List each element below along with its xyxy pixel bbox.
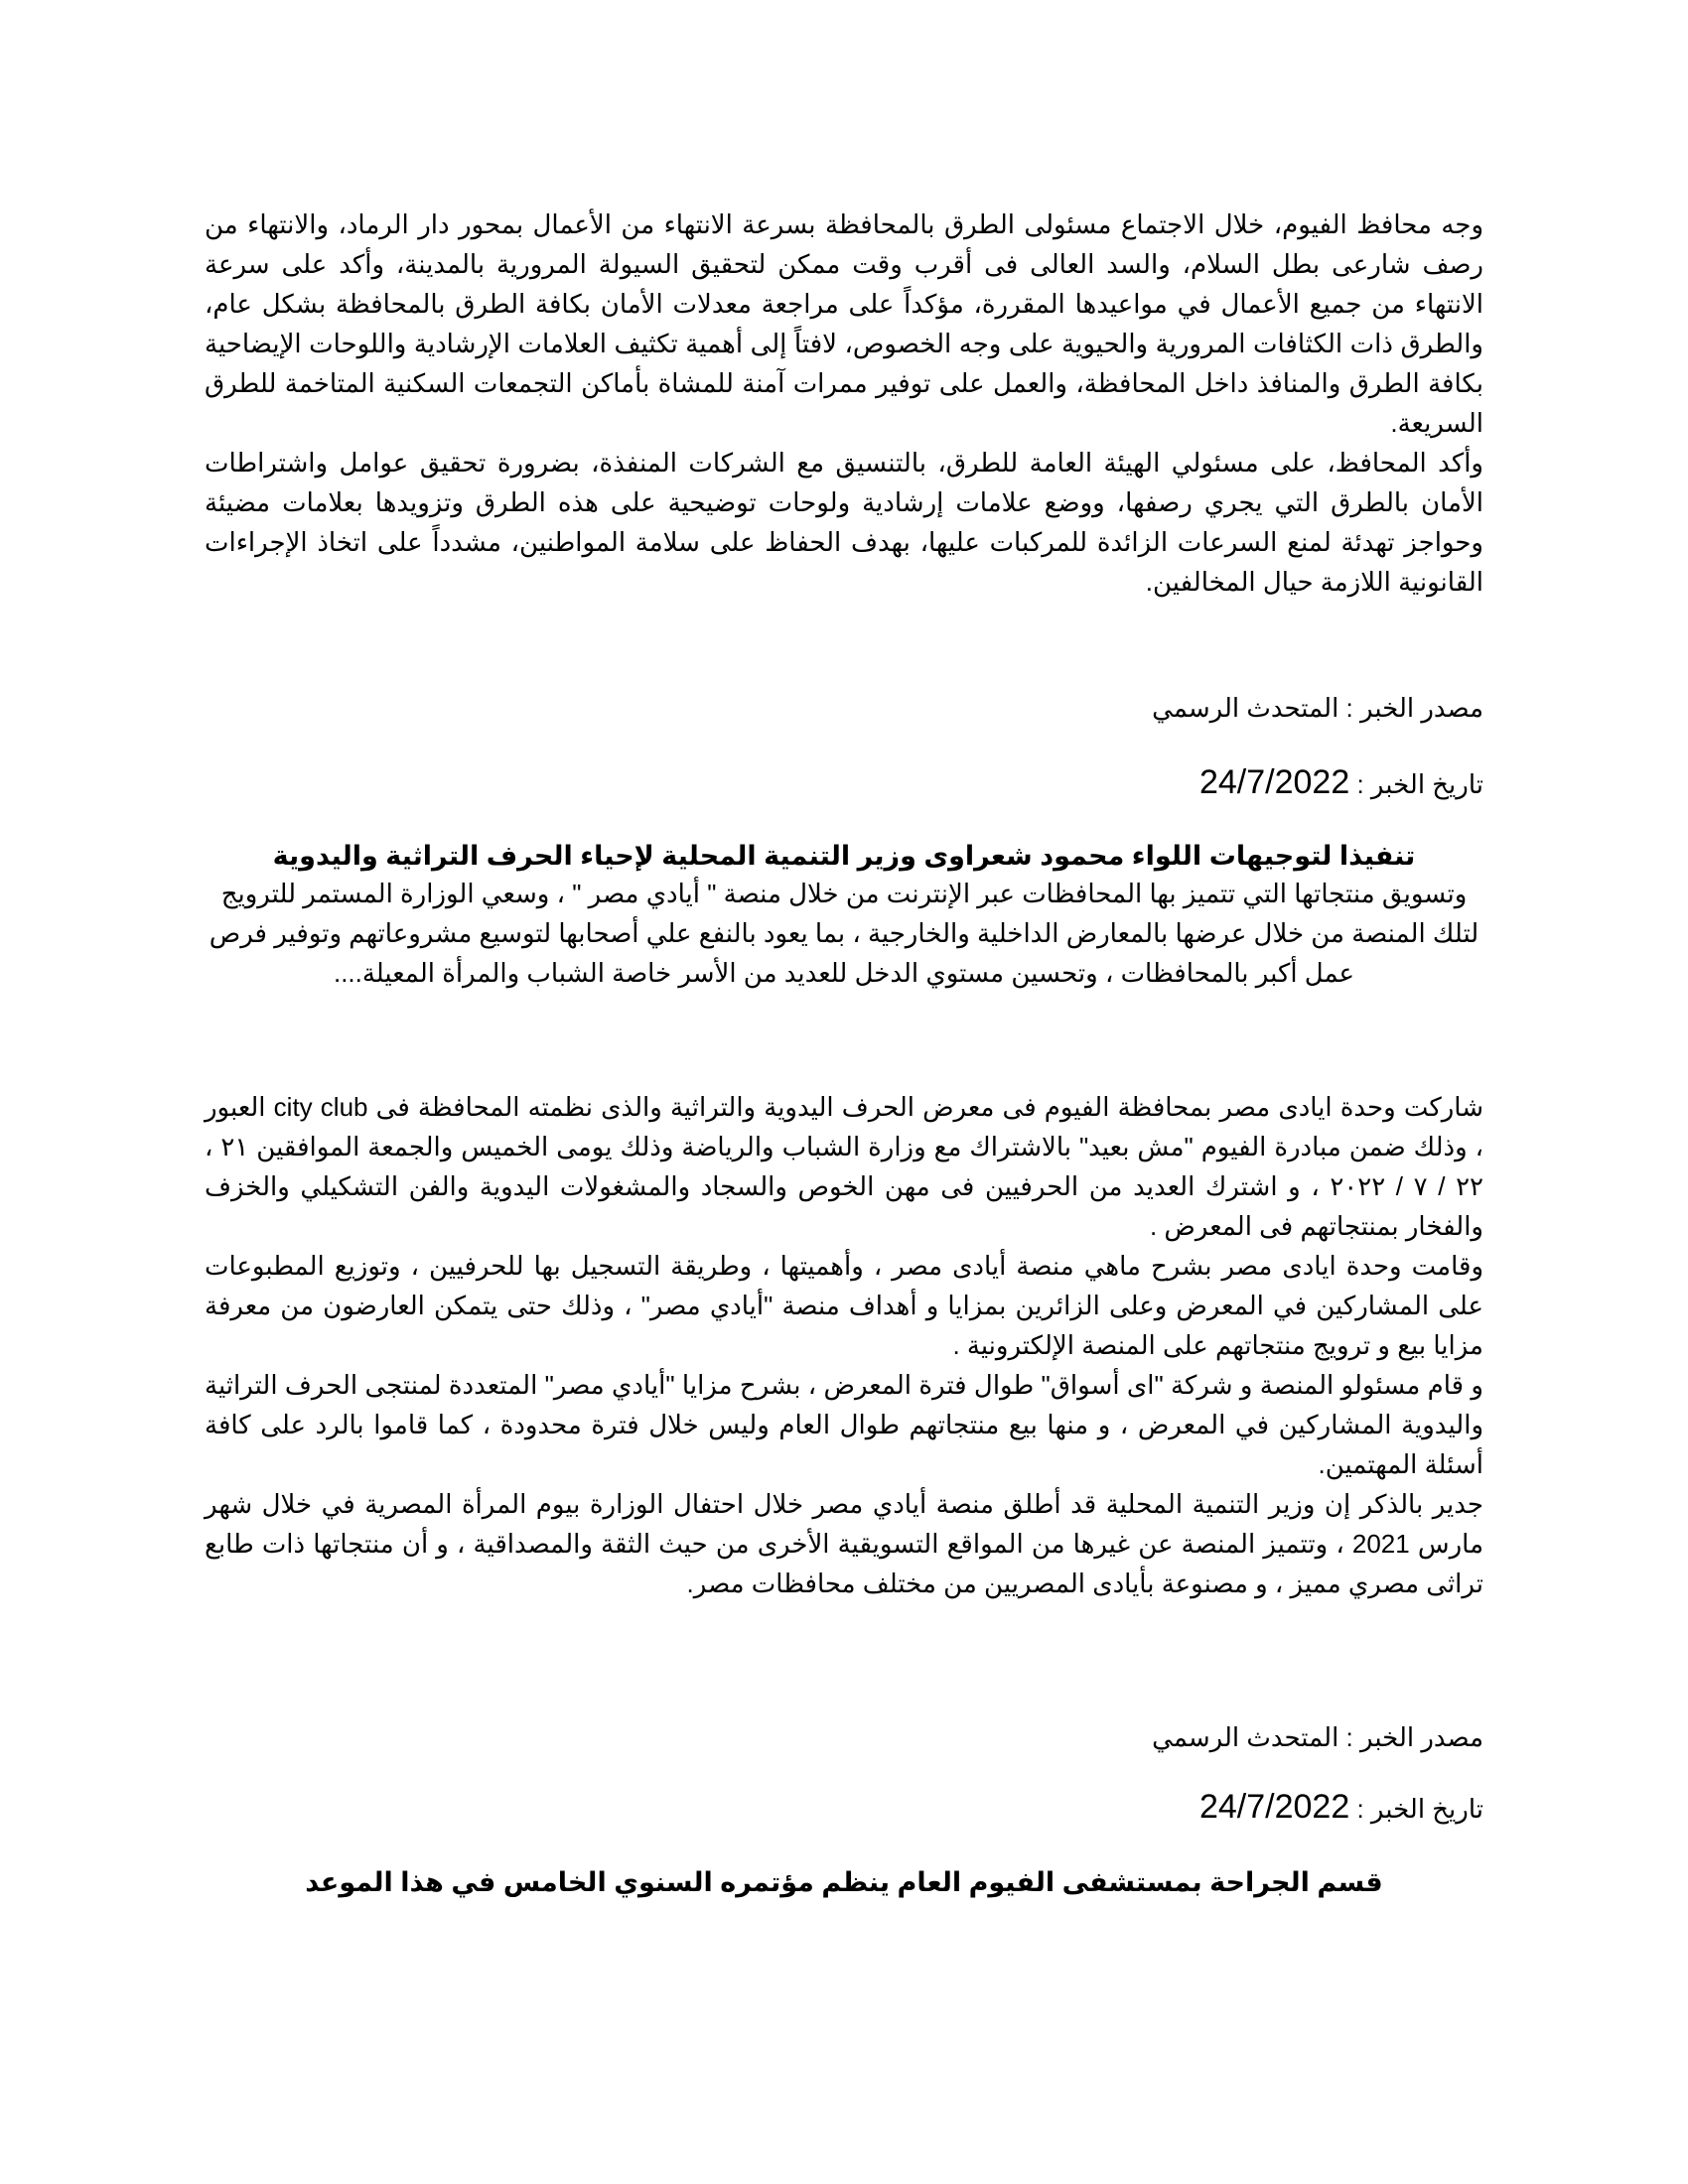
article-3-headline: قسم الجراحة بمستشفى الفيوم العام ينظم مؤتمره السنوي الخامس في هذا الموعد: [305, 1867, 1383, 1897]
article-2-source: [205, 1717, 1483, 1757]
news-source-label: مصدر الخبر : المتحدث الرسمي: [1152, 693, 1483, 723]
article-2-date: [205, 1787, 1483, 1829]
article-2-headline-block: [205, 836, 1483, 876]
article-2-intro-block: [205, 874, 1483, 993]
article-2-paragraph-3: و قام مسئولو المنصة و شركة "اى أسواق" طوال فترة المعرض ، بشرح مزايا "أيادي مصر" المتعددة لمنتجى الحرف التراثية واليدوية المشاركين في المعرض ، و منها بيع منتجاتهم طوال العام وليس خلال فترة محدودة ، كما قاموا بالرد على كافة أسئلة المهتمين.: [205, 1370, 1483, 1479]
article-2-paragraph-2: وقامت وحدة ايادى مصر بشرح ماهي منصة أيادى مصر ، وأهميتها ، وطريقة التسجيل بها للحرفيين ، وتوزيع المطبوعات على المشاركين في المعرض وعلى الزائرين بمزايا و أهداف منصة "أيادي مصر" ، وذلك حتى يتمكن العارضون من معرفة مزايا بيع و ترويج منتجاتهم على المنصة الإلكترونية .: [205, 1251, 1483, 1360]
article-1-paragraph-1: وجه محافظ الفيوم، خلال الاجتماع مسئولى الطرق بالمحافظة بسرعة الانتهاء من الأعمال بمحور دار الرماد، والانتهاء من رصف شارعى بطل السلام، والسد العالى فى أقرب وقت ممكن لتحقيق السيولة المرورية بالمدينة، وأكد على سرعة الانتهاء من جميع الأعمال في مواعيدها المقررة، مؤكداً على مراجعة معدلات الأمان بكافة الطرق بالمحافظة بشكل عام، والطرق ذات الكثافات المرورية والحيوية على وجه الخصوص، لافتاً إلى أهمية تكثيف العلامات الإرشادية واللوحات الإيضاحية بكافة الطرق والمنافذ داخل المحافظة، والعمل على توفير ممرات آمنة للمشاة بأماكن التجمعات السكنية المتاخمة للطرق السريعة.: [205, 209, 1483, 438]
article-3-headline-block: [205, 1862, 1483, 1902]
article-2-headline: تنفيذا لتوجيهات اللواء محمود شعراوى وزير التنمية المحلية لإحياء الحرف التراثية واليدوية: [272, 841, 1416, 871]
article-2-paragraph-1: شاركت وحدة ايادى مصر بمحافظة الفيوم فى معرض الحرف اليدوية والتراثية والذى نظمته المحافظة فى city club العبور ، وذلك ضمن مبادرة الفيوم "مش بعيد" بالاشتراك مع وزارة الشباب والرياضة وذلك يومى الخميس والجمعة الموافقين ٢١ ، ٢٢ / ٧ / ٢٠٢٢ ، و اشترك العديد من الحرفيين فى مهن الخوص والسجاد والمشغولات اليدوية والفن التشكيلي والخزف والفخار بمنتجاتهم فى المعرض .: [205, 1092, 1483, 1241]
article-1-body: [205, 205, 1483, 602]
article-1-source: [205, 688, 1483, 728]
news-date-label: تاريخ الخبر :: [1356, 769, 1483, 799]
article-2-paragraph-4: جدير بالذكر إن وزير التنمية المحلية قد أطلق منصة أيادي مصر خلال احتفال الوزارة بيوم المرأة المصرية في خلال شهر مارس 2021 ، وتتميز المنصة عن غيرها من المواقع التسويقية الأخرى من حيث الثقة والمصداقية ، و أن منتجاتها ذات طابع تراثى مصري مميز ، و مصنوعة بأيادى المصريين من مختلف محافظات مصر.: [205, 1489, 1483, 1598]
news-date-label: تاريخ الخبر :: [1356, 1794, 1483, 1824]
article-2-body: [205, 1087, 1483, 1603]
article-1-paragraph-2: وأكد المحافظ، على مسئولي الهيئة العامة للطرق، بالتنسيق مع الشركات المنفذة، بضرورة تحقيق عوامل واشتراطات الأمان بالطرق التي يجري رصفها، ووضع علامات إرشادية ولوحات توضيحية على هذه الطرق وتزويدها بعلامات مضيئة وحواجز تهدئة لمنع السرعات الزائدة للمركبات عليها، بهدف الحفاظ على سلامة المواطنين، مشدداً على اتخاذ الإجراءات القانونية اللازمة حيال المخالفين.: [205, 448, 1483, 597]
news-date-value: 24/7/2022: [1198, 1788, 1350, 1826]
news-source-label: مصدر الخبر : المتحدث الرسمي: [1152, 1722, 1483, 1752]
article-2-intro: وتسويق منتجاتها التي تتميز بها المحافظات عبر الإنترنت من خلال منصة " أيادي مصر " ، وسعي الوزارة المستمر للترويج لتلك المنصة من خلال عرضها بالمعارض الداخلية والخارجية ، بما يعود بالنفع علي أصحابها لتوسيع مشروعاتهم وتوفير فرص عمل أكبر بالمحافظات ، وتحسين مستوي الدخل للعديد من الأسر خاصة الشباب والمرأة المعيلة....: [209, 879, 1479, 988]
article-1-date: [205, 762, 1483, 804]
news-date-value: 24/7/2022: [1198, 763, 1350, 801]
